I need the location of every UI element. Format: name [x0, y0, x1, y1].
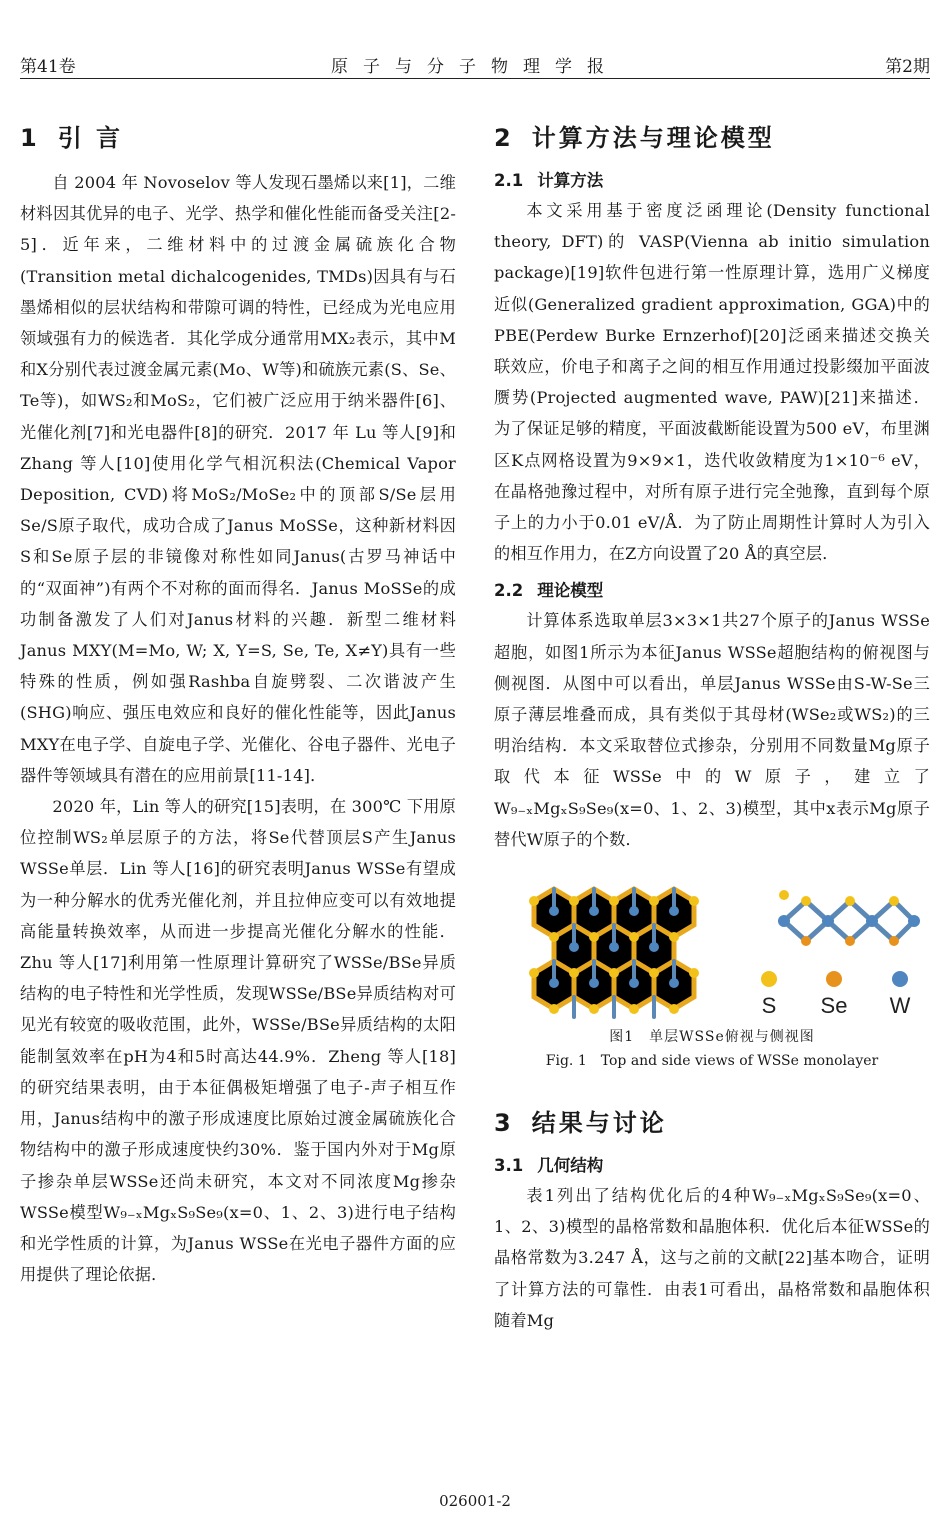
- right-column: [494, 110, 930, 1336]
- legend-dot-w: [892, 971, 908, 987]
- geometry-paragraph: 表1列出了结构优化后的4种W₉₋ₓMgₓS₉Se₉(x=0、1、2、3)模型的晶格常数和晶胞体积．优化后本征WSSe的晶格常数为3.247 Å，这与之前的文献[22]基本吻合，证明了计算方法的可靠性．由表1可看出，晶格常数和晶胞体积随着Mg: [494, 1186, 930, 1330]
- figure-caption-cn: 图1 单层WSSe俯视与侧视图: [609, 1029, 815, 1046]
- section-number: 2: [494, 124, 514, 152]
- subsection-title: 理论模型: [537, 581, 604, 601]
- subsection-title: 计算方法: [537, 171, 604, 190]
- legend-label-s: S: [761, 993, 777, 1019]
- subsection-2-2-heading: [494, 577, 930, 601]
- side-view: [778, 890, 920, 946]
- volume-label: 第41卷: [20, 57, 76, 77]
- subsection-3-1-heading: [494, 1152, 930, 1176]
- subsection-title: 几何结构: [537, 1156, 604, 1176]
- subsection-number: 3.1: [494, 1156, 524, 1176]
- legend: [761, 971, 911, 1018]
- subsection-number: 2.2: [494, 581, 524, 601]
- legend-dot-s: [761, 971, 777, 987]
- page-number: 026001-2: [439, 1492, 511, 1510]
- intro-paragraph-2: 2020 年，Lin 等人的研究[15]表明，在 300℃ 下用原位控制WS₂单层原子的方法，将Se代替顶层S产生Janus WSSe单层．Lin 等人[16]的研究表明Janus WSSe有望成为一种分解水的优秀光催化剂，并且拉伸应变可以有效地提高能量转换效率，从而进一步提高光催化分解水的性能．Zhu 等人[17]利用第一性原理计算研究了WSSe/BSe异质结构的电子特性和光学性质，发现WSSe/BSe异质结构对可见光有较宽的吸收范围，此外，WSSe/BSe异质结构的太阳能制氢效率在pH为4和5时高达44.9%．Zheng 等人[18]的研究结果表明，由于本征偶极矩增强了电子-声子相互作用，Janus结构中的激子形成速度比原始过渡金属硫族化合物结构中的激子形成速度快约30%．鉴于国内外对于Mg原子掺杂单层WSSe还尚未研究，本文对不同浓度Mg掺杂WSSe模型W₉₋ₓMgₓS₉Se₉(x=0、1、2、3)进行电子结构和光学性质的计算，为Janus WSSe在光电子器件方面的应用提供了理论依据．: [20, 797, 456, 1285]
- model-paragraph: 计算体系选取单层3×3×1共27个原子的Janus WSSe超胞，如图1所示为本征Janus WSSe超胞结构的俯视图与侧视图．从图中可以看出，单层Janus WSSe由S-W-Se三原子薄层堆叠而成，具有类似于其母材(WSe₂或WS₂)的三明治结构．本文采取替位式掺杂，分别用不同数量Mg原子取代本征WSSe中的W原子，建立了W₉₋ₓMgₓS₉Se₉(x=0、1、2、3)模型，其中x表示Mg原子替代W原子的个数．: [494, 611, 930, 849]
- wsse-structure-figure: [494, 881, 930, 1021]
- left-column: [20, 110, 456, 1290]
- section-title: 结果与讨论: [531, 1109, 667, 1138]
- issue-label: 第2期: [885, 57, 930, 77]
- figure-caption: [494, 1025, 930, 1073]
- figure-caption-en: Fig. 1 Top and side views of WSSe monolayer: [545, 1053, 879, 1070]
- legend-dot-se: [826, 971, 842, 987]
- running-header: [20, 0, 930, 79]
- top-view: [529, 889, 699, 1017]
- intro-paragraph-1: 自 2004 年 Novoselov 等人发现石墨烯以来[1]，二维材料因其优异的电子、光学、热学和催化性能而备受关注[2-5]．近年来，二维材料中的过渡金属硫族化合物(Transition metal dichalcogenides, TMDs)因具有与石墨烯相似的层状结构和带隙可调的特性，已经成为光电应用领域强有力的候选者．其化学成分通常用MX₂表示，其中M和X分别代表过渡金属元素(Mo、W等)和硫族元素(S、Se、Te等)，如WS₂和MoS₂，它们被广泛应用于纳米器件[6]、光催化剂[7]和光电器件[8]的研究．2017 年 Lu 等人[9]和 Zhang 等人[10]使用化学气相沉积法(Chemical Vapor Deposition, CVD)将MoS₂/MoSe₂中的顶部S/Se层用Se/S原子取代，成功合成了Janus MoSSe，这种新材料因S和Se原子层的非镜像对称性如同Janus(古罗马神话中的“双面神”)有两个不对称的面而得名．Janus MoSSe的成功制备激发了人们对Janus材料的兴趣．新型二维材料Janus MXY(M=Mo, W; X, Y=S, Se, Te, X≠Y)具有一些特殊的性质，例如强Rashba自旋劈裂、二次谐波产生(SHG)响应、强压电效应和良好的催化性能等，因此Janus MXY在电子学、自旋电子学、光催化、谷电子器件、光电子器件等领域具有潜在的应用前景[11-14]．: [20, 173, 456, 785]
- method-paragraph: 本文采用基于密度泛函理论(Density functional theory, DFT)的 VASP(Vienna ab initio simulation package)[19]软件包进行第一性原理计算，选用广义梯度近似(Generalized gradient approximation, GGA)中的 PBE(Perdew Burke Ernzerhof)[20]泛函来描述交换关联效应，价电子和离子之间的相互作用通过投影缀加平面波赝势(Projected augmented wave, PAW)[21]来描述．为了保证足够的精度，平面波截断能设置为500 eV，布里渊区K点网格设置为9×9×1，迭代收敛精度为1×10⁻⁶ eV，在晶格弛豫过程中，对所有原子进行完全弛豫，直到每个原子上的力小于0.01 eV/Å．为了防止周期性计算时人为引入的相互作用力，在Z方向设置了20 Å的真空层．: [494, 201, 930, 564]
- wsse-structure-image: [494, 881, 930, 1021]
- section-1-heading: [20, 118, 456, 153]
- journal-title: 原子与分子物理学报: [331, 57, 619, 77]
- section-3-heading: [494, 1103, 930, 1138]
- legend-label-w: W: [889, 993, 911, 1019]
- legend-label-se: Se: [820, 993, 848, 1019]
- section-2-heading: [494, 118, 930, 153]
- section-title: 计算方法与理论模型: [531, 124, 775, 152]
- section-title: 引 言: [57, 124, 124, 152]
- subsection-number: 2.1: [494, 171, 524, 190]
- section-number: 3: [494, 1109, 514, 1138]
- subsection-2-1-heading: [494, 167, 930, 191]
- section-number: 1: [20, 124, 40, 152]
